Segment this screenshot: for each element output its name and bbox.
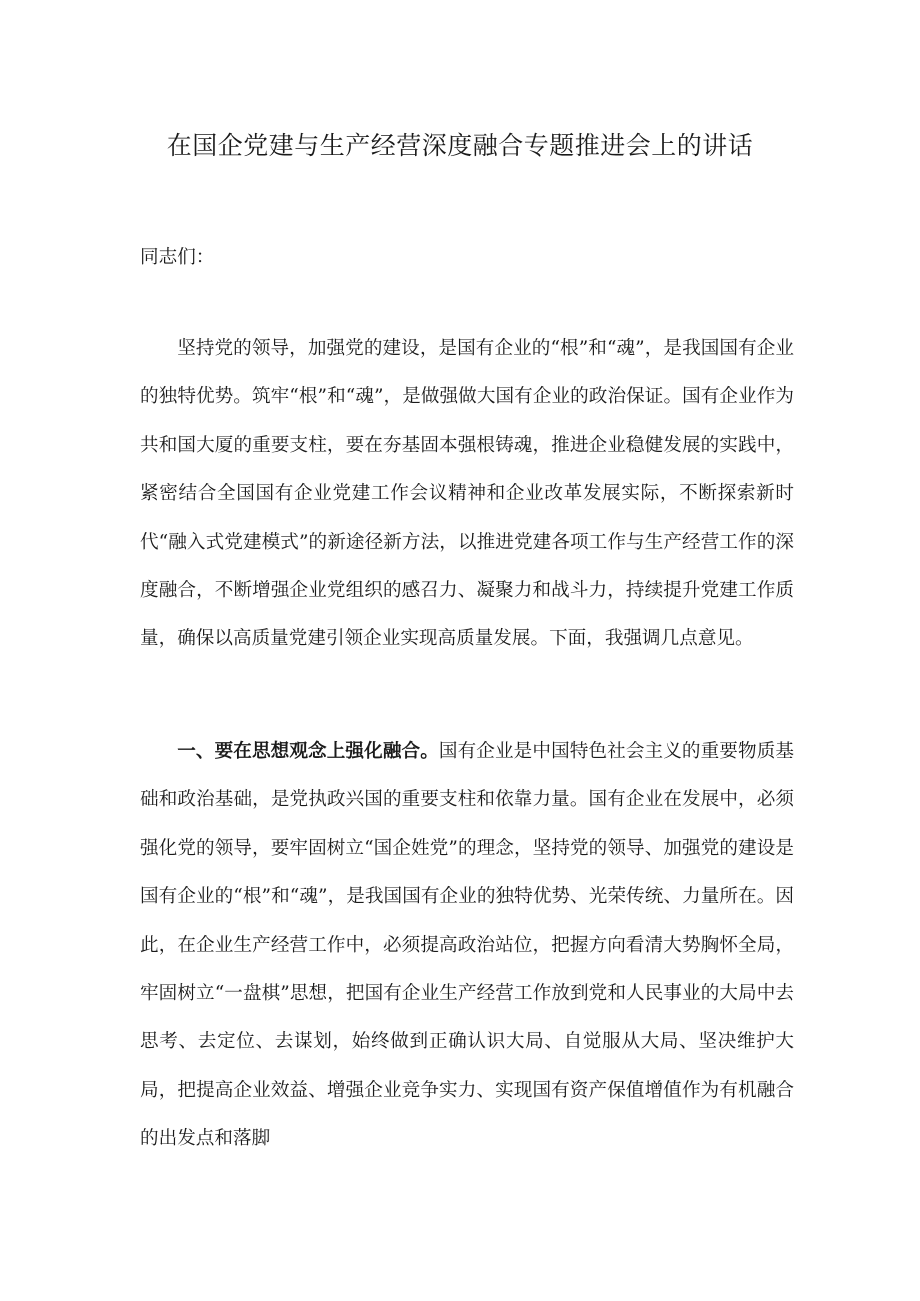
salutation: 同志们： xyxy=(140,247,215,268)
paragraph-section-1 xyxy=(140,728,794,1164)
section-1-heading: 一、要在思想观念上强化融合。 xyxy=(177,741,439,762)
section-1-text: 国有企业是中国特色社会主义的重要物质基础和政治基础，是党执政兴国的重要支柱和依靠力量。国有企业在发展中，必须强化党的领导，要牢固树立“国企姓党”的理念，坚持党的领导、加强党的建设是国有企业的“根”和“魂”，是我国国有企业的独特优势、光荣传统、力量所在。因此，在企业生产经营工作中，必须提高政治站位，把握方向看清大势胸怀全局，牢固树立“一盘棋”思想，把国有企业生产经营工作放到党和人民事业的大局中去思考、去定位、去谋划，始终做到正确认识大局、自觉服从大局、坚决维护大局，把提高企业效益、增强企业竞争实力、实现国有资产保值增值作为有机融合的出发点和落脚 xyxy=(140,741,794,1150)
paragraph-intro: 坚持党的领导，加强党的建设，是国有企业的“根”和“魂”，是我国国有企业的独特优势。筑牢“根”和“魂”，是做强做大国有企业的政治保证。国有企业作为共和国大厦的重要支柱，要在夯基固本强根铸魂，推进企业稳健发展的实践中，紧密结合全国国有企业党建工作会议精神和企业改革发展实际，不断探索新时代“融入式党建模式”的新途径新方法，以推进党建各项工作与生产经营工作的深度融合，不断增强企业党组织的感召力、凝聚力和战斗力，持续提升党建工作质量，确保以高质量党建引领企业实现高质量发展。下面，我强调几点意见。 xyxy=(140,338,794,650)
document-title: 在国企党建与生产经营深度融合专题推进会上的讲话 xyxy=(166,131,754,160)
